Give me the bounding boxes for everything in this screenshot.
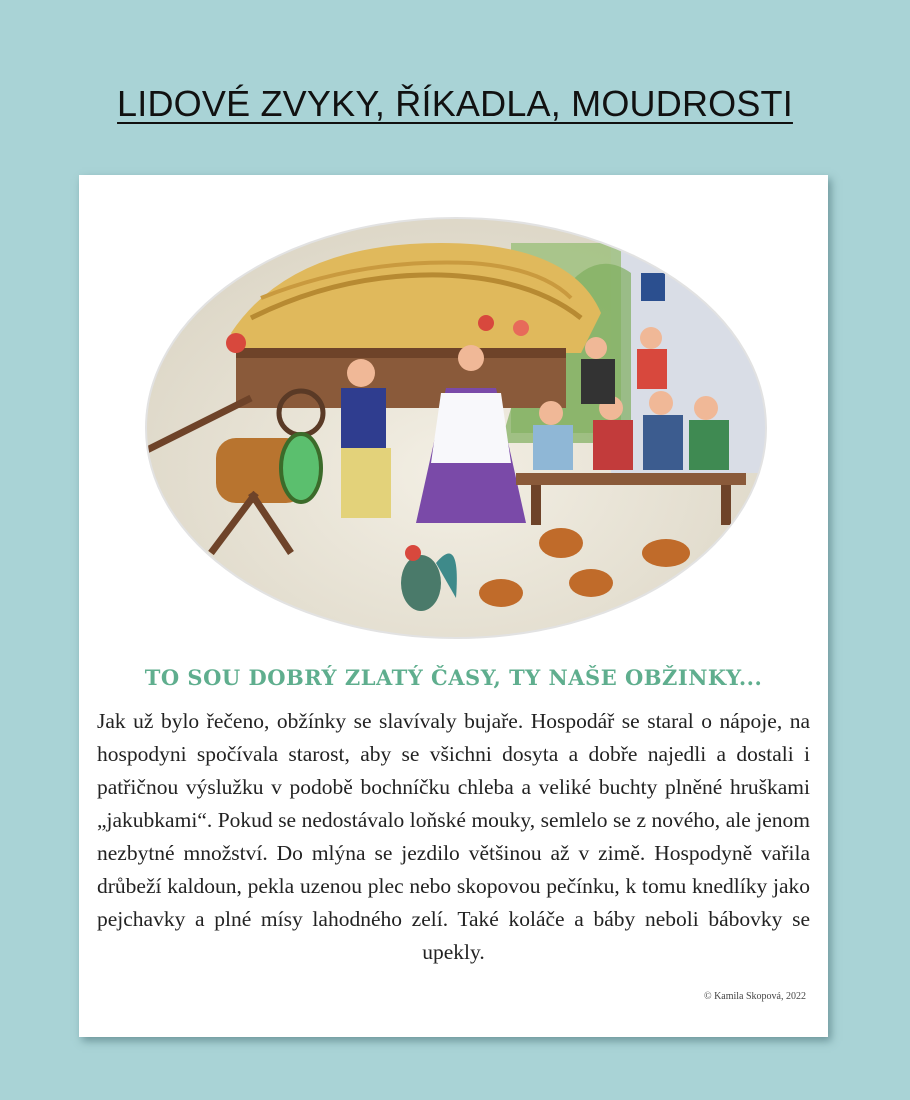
section-heading: TO SOU DOBRÝ ZLATÝ ČASY, TY NAŠE OBŽINKY... bbox=[144, 665, 763, 690]
page-title bbox=[0, 82, 910, 126]
harvest-illustration bbox=[141, 203, 771, 653]
copyright-note: © Kamila Skopová, 2022 bbox=[703, 991, 806, 1002]
content-card bbox=[79, 175, 828, 1037]
body-paragraph: Jak už bylo řečeno, obžínky se slavívaly bujaře. Hospodář se staral o nápoje, na hospodyni spočívala starost, aby se všichni dosyta a dobře najedli a dostali i patřičnou výslužku v podobě bochníčku chleba a veliké buchty plněné hruškami „jakubkami“. Pokud se nedostávalo loňské mouky, semlelo se z nového, ale jenom nezbytné množství. Do mlýna se jezdilo většinou až v zimě. Hospodyně vařila drůbeží kaldoun, pekla uzenou plec nebo skopovou pečínku, k tomu knedlíky jako pejchavky a plné mísy lahodného zelí. Také koláče a báby neboli bábovky se upekly. bbox=[97, 709, 810, 964]
page-title-text: LIDOVÉ ZVYKY, ŘÍKADLA, MOUDROSTI bbox=[117, 83, 793, 124]
